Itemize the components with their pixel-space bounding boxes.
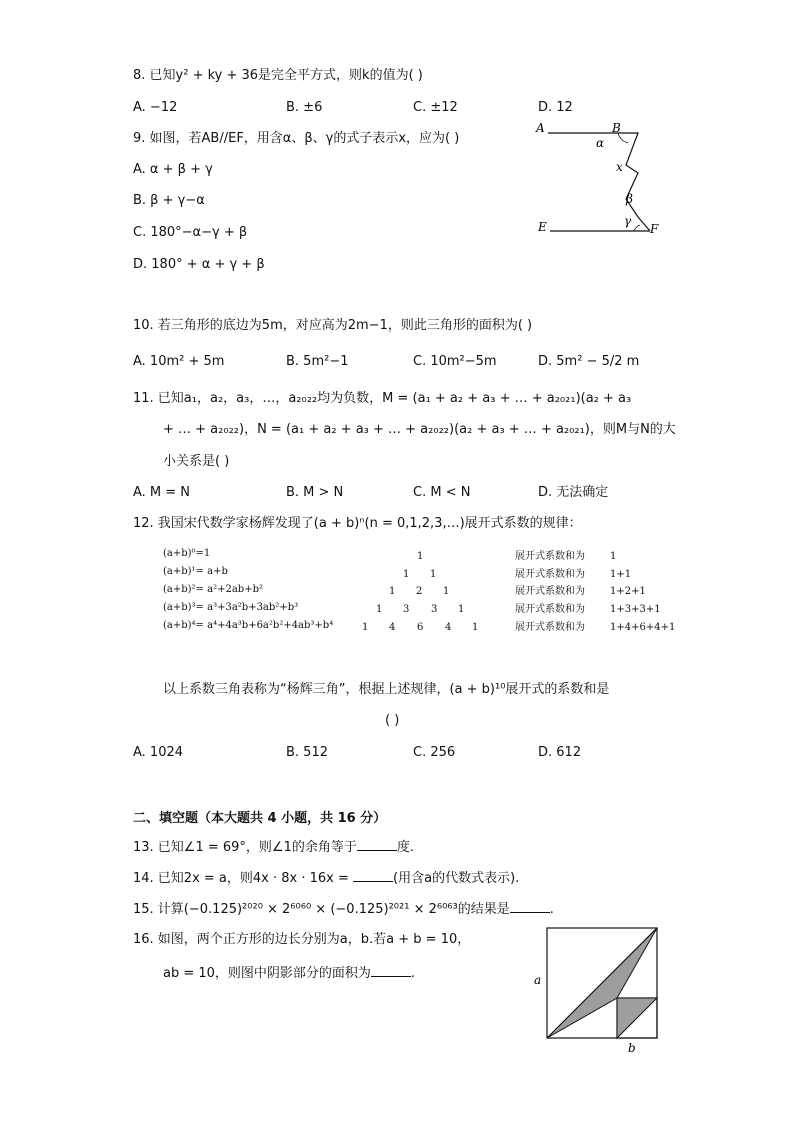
triangle-cell: 3 (403, 604, 410, 615)
q12-question-line2: ( ) (385, 713, 400, 728)
triangle-cell: 1 (472, 622, 479, 633)
expansion-row-0: (a+b)⁰=1 (163, 548, 211, 559)
q9-figure (530, 115, 670, 240)
triangle-cell: 4 (389, 622, 396, 633)
sum-value: 1+4+6+4+1 (610, 622, 676, 633)
answer-blank[interactable] (510, 900, 550, 913)
expansion-row-4: (a+b)⁴= a⁴+4a³b+6a²b²+4ab³+b⁴ (163, 620, 334, 631)
sum-label: 展开式系数和为 (515, 604, 585, 615)
q16-text: ab = 10，则图中阴影部分的面积为 (163, 966, 371, 981)
q8-option-b: B. ±6 (286, 100, 323, 115)
q11-line1: 11. 已知a₁，a₂，a₃，…，a₂₀₂₂均为负数，M = (a₁ + a₂ + a₃ + … + a₂₀₂₁)(a₂ + a₃ (133, 391, 632, 406)
q9-option-c: C. 180°−α−γ + β (133, 225, 248, 240)
fig9-label-a: A (536, 121, 545, 135)
triangle-cell: 4 (445, 622, 452, 633)
q12-option-a: A. 1024 (133, 745, 184, 760)
sum-label: 展开式系数和为 (515, 586, 585, 597)
section-title: 二、填空题（本大题共 4 小题，共 16 分） (133, 811, 387, 826)
q9-option-d: D. 180° + α + γ + β (133, 257, 265, 272)
expansion-row-3: (a+b)³= a³+3a²b+3ab²+b³ (163, 602, 299, 613)
sum-value: 1+3+3+1 (610, 604, 661, 615)
sum-label: 展开式系数和为 (515, 569, 585, 580)
q9-option-a: A. α + β + γ (133, 162, 213, 177)
q9-stem: 9. 如图，若AB//EF，用含α、β、γ的式子表示x，应为( ) (133, 131, 460, 146)
q10-option-c: C. 10m²−5m (413, 354, 497, 369)
triangle-cell: 2 (416, 586, 423, 597)
q10-stem: 10. 若三角形的底边为5m，对应高为2m−1，则此三角形的面积为( ) (133, 318, 533, 333)
expansion-row-2: (a+b)²= a²+2ab+b² (163, 584, 263, 595)
triangle-cell: 1 (458, 604, 465, 615)
fig9-label-e: E (538, 220, 547, 234)
sum-label: 展开式系数和为 (515, 551, 585, 562)
answer-blank[interactable] (357, 838, 397, 851)
q13-suffix: 度. (396, 840, 414, 855)
q8-option-c: C. ±12 (413, 100, 458, 115)
triangle-cell: 3 (431, 604, 438, 615)
triangle-cell: 1 (430, 569, 437, 580)
triangle-cell: 6 (417, 622, 424, 633)
q16-line2 (163, 964, 415, 982)
sum-value: 1 (610, 551, 617, 562)
q14-suffix: (用含a的代数式表示). (393, 871, 520, 886)
q13-line (133, 838, 414, 856)
q10-option-a: A. 10m² + 5m (133, 354, 225, 369)
fig9-label-beta: β (626, 192, 633, 206)
answer-blank[interactable] (371, 964, 411, 977)
triangle-cell: 1 (443, 586, 450, 597)
q11-option-a: A. M = N (133, 485, 191, 500)
expansion-row-1: (a+b)¹= a+b (163, 566, 228, 577)
sum-label: 展开式系数和为 (515, 622, 585, 633)
q8-stem: 8. 已知y² + ky + 36是完全平方式，则k的值为( ) (133, 68, 423, 83)
q11-line2: + … + a₂₀₂₂)，N = (a₁ + a₂ + a₃ + … + a₂₀₂₂)(a₂ + a₃ + … + a₂₀₂₁)，则M与N的大 (163, 422, 676, 437)
q8-option-d: D. 12 (538, 100, 573, 115)
q15-line (133, 900, 554, 918)
q15-suffix: . (549, 902, 554, 917)
q14-text: 14. 已知2x = a，则4x · 8x · 16x = (133, 871, 349, 886)
q16-line1: 16. 如图，两个正方形的边长分别为a，b.若a + b = 10， (133, 932, 471, 947)
q11-option-b: B. M > N (286, 485, 344, 500)
q12-question-line1: 以上系数三角表称为“杨辉三角”，根据上述规律，(a + b)¹⁰展开式的系数和是 (163, 682, 610, 697)
q10-option-b: B. 5m²−1 (286, 354, 349, 369)
q16-figure (528, 922, 668, 1057)
triangle-cell: 1 (389, 586, 396, 597)
fig16-label-b: b (628, 1041, 636, 1055)
triangle-cell: 1 (362, 622, 369, 633)
q15-text: 15. 计算(−0.125)²⁰²⁰ × 2⁶⁰⁶⁰ × (−0.125)²⁰²¹ × 2⁶⁰⁶³的结果是 (133, 902, 510, 917)
triangle-cell: 1 (403, 569, 410, 580)
q12-stem: 12. 我国宋代数学家杨辉发现了(a + b)ⁿ(n = 0,1,2,3,…)展开式系数的规律： (133, 516, 582, 531)
q11-line3: 小关系是( ) (163, 454, 230, 469)
q13-text: 13. 已知∠1 = 69°，则∠1的余角等于 (133, 840, 357, 855)
fig9-label-b: B (612, 121, 621, 135)
q14-line (133, 869, 519, 887)
q9-option-b: B. β + γ−α (133, 193, 205, 208)
fig9-label-x: x (616, 160, 623, 174)
triangle-cell: 1 (417, 551, 424, 562)
q12-option-d: D. 612 (538, 745, 582, 760)
q10-option-d: D. 5m² − 5/2 m (538, 354, 640, 369)
q8-option-a: A. −12 (133, 100, 178, 115)
sum-value: 1+2+1 (610, 586, 646, 597)
fig9-label-f: F (650, 222, 659, 236)
fig16-label-a: a (534, 973, 542, 987)
q11-option-d: D. 无法确定 (538, 485, 609, 500)
fig9-label-gamma: γ (624, 214, 632, 228)
q11-option-c: C. M < N (413, 485, 471, 500)
fig9-label-alpha: α (596, 136, 605, 150)
q16-suffix: . (410, 966, 416, 981)
sum-value: 1+1 (610, 569, 632, 580)
triangle-cell: 1 (376, 604, 383, 615)
q12-option-c: C. 256 (413, 745, 456, 760)
answer-blank[interactable] (353, 869, 393, 882)
q12-option-b: B. 512 (286, 745, 328, 760)
